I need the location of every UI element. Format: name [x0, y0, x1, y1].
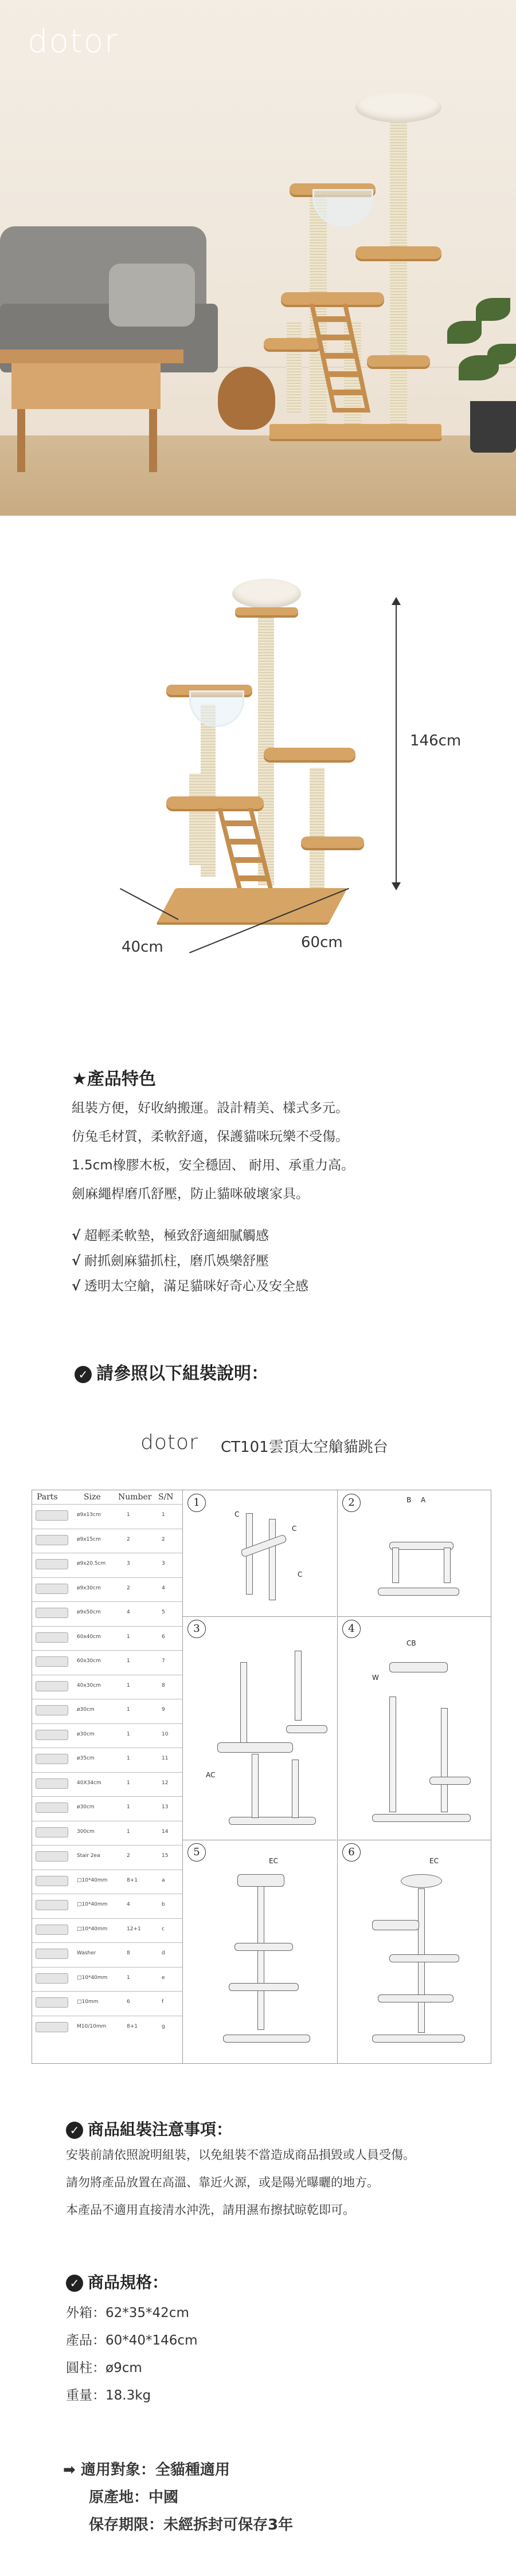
feature-line: 組裝方便，好收納搬運。設計精美、樣式多元。 — [72, 1101, 349, 1116]
cell-sn: 11 — [162, 1756, 169, 1761]
diagram-post — [292, 1760, 299, 1818]
part-thumbnail — [36, 1876, 68, 1886]
diagram-post — [389, 1697, 396, 1812]
cell-sn: a — [162, 1877, 165, 1883]
diagram-platform — [166, 796, 264, 809]
cell-sn: f — [162, 1999, 164, 2005]
feature-line: 1.5cm橡膠木板，安全穩固、 耐用、承重力高。 — [72, 1158, 354, 1173]
cell-sn: 5 — [162, 1609, 165, 1615]
cell-size: ø9x50cm — [77, 1609, 101, 1615]
instruction-sheet — [32, 1490, 491, 2064]
diagram-base — [229, 1817, 316, 1825]
table-row — [32, 1870, 182, 1895]
cell-sn: 15 — [162, 1853, 169, 1859]
feature-line: 劍麻繩桿磨爪舒壓，防止貓咪破壞家具。 — [72, 1187, 309, 1201]
part-thumbnail — [36, 1827, 68, 1837]
table-row — [32, 1675, 182, 1700]
table-leg — [149, 409, 157, 472]
table-row — [32, 1796, 182, 1821]
part-thumbnail — [36, 1632, 68, 1643]
diagram-platform — [234, 1943, 293, 1951]
floor — [0, 435, 516, 516]
cell-size: ø30cm — [77, 1731, 95, 1737]
usage-line: 保存期限：未經拆封可保存3年 — [89, 2516, 294, 2534]
diagram-post — [310, 768, 325, 888]
cell-size: Washer — [77, 1950, 96, 1956]
cell-sn: 7 — [162, 1658, 165, 1664]
part-thumbnail — [36, 1656, 68, 1667]
diagram-platform — [301, 837, 364, 848]
cell-size: □10*40mm — [77, 1902, 108, 1907]
cell-size: ø35cm — [77, 1756, 95, 1761]
cell-size: 60x30cm — [77, 1658, 101, 1664]
diagram-capsule — [372, 1920, 419, 1930]
cell-size: ø9x15cm — [77, 1536, 101, 1542]
cell-size: □10*40mm — [77, 1877, 108, 1883]
step-panel — [182, 1616, 337, 1840]
spec-line: 重量：18.3kg — [66, 2388, 151, 2403]
spec-line: 圓柱：ø9cm — [66, 2361, 142, 2375]
part-thumbnail — [36, 1559, 68, 1569]
plant-leaf — [447, 321, 482, 344]
assembly-heading: ✓ 請參照以下組裝說明： — [75, 1359, 268, 1384]
diagram-platform — [264, 748, 355, 760]
diagram-post — [295, 1651, 302, 1721]
cell-num: 1 — [127, 1780, 130, 1786]
callout-label: B — [406, 1496, 412, 1504]
width-label: 60cm — [301, 934, 343, 951]
part-thumbnail — [36, 1608, 68, 1618]
arrow-up-icon — [392, 597, 401, 605]
diagram-post — [257, 1880, 264, 2030]
check-item: √ 耐抓劍麻貓抓柱，磨爪娛樂舒壓 — [72, 1254, 269, 1269]
callout-label: EC — [269, 1857, 278, 1865]
diagram-platform — [378, 1994, 454, 2002]
table-row — [32, 1529, 182, 1554]
diagram-platform — [237, 1874, 284, 1887]
diagram-post — [240, 1662, 247, 1743]
cell-num: 4 — [127, 1902, 130, 1907]
platform — [367, 355, 430, 367]
callout-label: AC — [206, 1771, 216, 1779]
table-row — [32, 1699, 182, 1724]
diagram-post — [269, 1519, 276, 1600]
brand-logo: dotor — [28, 23, 119, 60]
height-label: 146cm — [410, 732, 462, 749]
sisal-post — [390, 103, 407, 424]
part-thumbnail — [36, 1925, 68, 1935]
platform — [264, 338, 321, 350]
hero-photo — [0, 0, 516, 516]
cell-num: 4 — [127, 1609, 130, 1615]
table-row — [32, 1601, 182, 1627]
number-header: Number — [118, 1493, 152, 1502]
platform — [355, 246, 441, 259]
specs-title: ✓ 商品規格： — [66, 2270, 168, 2293]
cell-sn: 2 — [162, 1536, 165, 1542]
cell-num: 1 — [127, 1512, 130, 1518]
sofa-cushion — [109, 264, 195, 327]
cell-sn: d — [162, 1950, 165, 1956]
cell-sn: c — [162, 1926, 165, 1932]
arrow-down-icon — [392, 882, 401, 890]
cell-sn: 9 — [162, 1707, 165, 1713]
table-row — [32, 1553, 182, 1578]
parts-header: Parts — [37, 1493, 58, 1502]
depth-label: 40cm — [122, 938, 163, 956]
cell-sn: 14 — [162, 1828, 169, 1835]
diagram-base — [372, 1814, 471, 1822]
spec-line: 外箱：62*35*42cm — [66, 2306, 189, 2320]
platform — [281, 292, 384, 305]
height-line — [396, 602, 397, 885]
table-row — [32, 1967, 182, 1992]
plant-leaf — [476, 298, 510, 321]
table-row — [32, 1577, 182, 1603]
part-thumbnail — [36, 1851, 68, 1862]
table-row — [32, 1626, 182, 1651]
usage-line: 原產地：中國 — [89, 2489, 179, 2506]
cell-num: 1 — [127, 1804, 130, 1810]
step-number: 4 — [342, 1620, 361, 1638]
cell-sn: g — [162, 2023, 165, 2029]
check-circle-icon: ✓ — [66, 2122, 83, 2139]
callout-label: EC — [429, 1857, 439, 1865]
note-line: 安裝前請依照說明組裝，以免組裝不當造成商品損毀或人員受傷。 — [66, 2148, 415, 2162]
part-thumbnail — [36, 1803, 68, 1813]
callout-label: C — [298, 1570, 303, 1578]
cell-num: 2 — [127, 1585, 130, 1591]
diagram-platform — [389, 1662, 448, 1672]
features-title: ★產品特色 — [72, 1069, 156, 1089]
step-number: 5 — [187, 1843, 206, 1862]
cell-sn: 13 — [162, 1804, 169, 1810]
cell-sn: b — [162, 1902, 165, 1907]
table-row — [32, 1821, 182, 1846]
cell-num: 8+1 — [127, 2023, 138, 2029]
diagram-base — [223, 2035, 310, 2043]
callout-label: W — [372, 1674, 379, 1682]
note-line: 本產品不適用直接清水沖洗，請用濕布擦拭晾乾即可。 — [66, 2203, 355, 2217]
table-row — [32, 1894, 182, 1919]
check-circle-icon: ✓ — [66, 2275, 83, 2292]
table-row — [32, 1772, 182, 1797]
callout-label: CB — [406, 1639, 416, 1647]
sn-header: S/N — [158, 1493, 174, 1502]
cell-num: 6 — [127, 1999, 130, 2005]
cell-num: 2 — [127, 1536, 130, 1542]
cell-size: ø9x30cm — [77, 1585, 101, 1591]
callout-label: C — [234, 1510, 240, 1518]
parts-table — [32, 1490, 183, 2063]
step-panel — [337, 1840, 491, 2063]
cell-size: 40x30cm — [77, 1682, 101, 1688]
sisal-post — [287, 321, 302, 413]
cell-sn: 8 — [162, 1682, 165, 1688]
cell-num: 3 — [127, 1561, 130, 1566]
cell-num: 1 — [127, 1974, 130, 1981]
table-row — [32, 1991, 182, 2016]
coffee-table-body — [11, 363, 161, 409]
cell-sn: 3 — [162, 1561, 165, 1566]
part-thumbnail — [36, 1949, 68, 1959]
diagram-post — [392, 1548, 399, 1583]
table-row — [32, 1723, 182, 1749]
size-header: Size — [84, 1493, 101, 1502]
cell-num: 1 — [127, 1828, 130, 1835]
step-number: 3 — [187, 1620, 206, 1638]
diagram-post — [189, 773, 202, 865]
feature-line: 仿兔毛材質，柔軟舒適，保護貓咪玩樂不受傷。 — [72, 1129, 349, 1144]
check-item: √ 超輕柔軟墊，極致舒適細膩觸感 — [72, 1228, 269, 1243]
part-thumbnail — [36, 1681, 68, 1691]
cell-num: 8+1 — [127, 1877, 138, 1883]
cell-size: 60x40cm — [77, 1633, 101, 1640]
part-thumbnail — [36, 1584, 68, 1594]
table-row — [32, 1504, 182, 1529]
cell-size: ø30cm — [77, 1804, 95, 1810]
table-row — [32, 1845, 182, 1870]
cell-size: □10mm — [77, 1999, 99, 2005]
cell-size: ø9x20.5cm — [77, 1561, 106, 1566]
note-line: 請勿將產品放置在高溫、靠近火源，或是陽光曝曬的地方。 — [66, 2176, 379, 2189]
cell-size: □10*40mm — [77, 1926, 108, 1932]
diagram-base — [157, 888, 347, 922]
part-thumbnail — [36, 2022, 68, 2032]
diagram-platform — [378, 1588, 459, 1596]
part-thumbnail — [36, 1754, 68, 1764]
diagram-bed — [401, 1874, 442, 1888]
cell-sn: 6 — [162, 1633, 165, 1640]
plush-bed — [355, 92, 441, 123]
cell-num: 1 — [127, 1682, 130, 1688]
part-thumbnail — [36, 1705, 68, 1715]
diagram-post — [252, 1754, 259, 1818]
table-row — [32, 1918, 182, 1943]
part-thumbnail — [36, 1997, 68, 2008]
cell-num: 1 — [127, 1658, 130, 1664]
check-icon: √ — [72, 1254, 81, 1269]
diagram-platform — [217, 1742, 293, 1753]
step-panel — [182, 1840, 337, 2063]
check-icon: √ — [72, 1228, 81, 1243]
step-panel — [182, 1490, 337, 1617]
notes-title: ✓ 商品組裝注意事項： — [66, 2117, 232, 2140]
part-thumbnail — [36, 1535, 68, 1545]
diagram-platform — [389, 1954, 459, 1962]
cell-num: 2 — [127, 1853, 130, 1859]
base-board — [269, 424, 441, 439]
part-thumbnail — [36, 1973, 68, 1984]
cell-num: 1 — [127, 1731, 130, 1737]
plant-pot — [470, 401, 516, 453]
cell-num: 1 — [127, 1756, 130, 1761]
step-panel — [337, 1616, 491, 1840]
cat — [218, 367, 275, 430]
cell-num: 1 — [127, 1633, 130, 1640]
cell-num: 1 — [127, 1707, 130, 1713]
cell-size: ø9x13cm — [77, 1512, 101, 1518]
cell-size: □10*40mm — [77, 1974, 108, 1981]
diagram-platform — [235, 607, 298, 615]
table-row — [32, 1942, 182, 1968]
sheet-title-text: CT101雲頂太空艙貓跳台 — [221, 1439, 388, 1456]
check-circle-icon: ✓ — [75, 1366, 92, 1383]
step-panel — [337, 1490, 491, 1617]
plant-leaf — [487, 344, 516, 364]
cell-sn: e — [162, 1974, 165, 1981]
brand-logo: dotor — [140, 1431, 198, 1454]
table-row — [32, 1650, 182, 1675]
diagram-capsule — [189, 690, 244, 727]
part-thumbnail — [36, 1730, 68, 1740]
cell-sn: 12 — [162, 1780, 169, 1786]
cell-size: Stair 2ea — [77, 1853, 100, 1859]
cell-size: 300cm — [77, 1828, 95, 1835]
dimension-diagram — [0, 516, 516, 1020]
cell-sn: 4 — [162, 1585, 165, 1591]
check-icon: √ — [72, 1279, 81, 1294]
diagram-platform — [229, 1983, 299, 1991]
check-item: √ 透明太空艙，滿足貓咪好奇心及安全感 — [72, 1279, 308, 1294]
diagram-base — [372, 2035, 465, 2043]
cell-size: 40X34cm — [77, 1780, 101, 1786]
sheet-title — [140, 1431, 427, 1464]
diagram-bed — [232, 579, 301, 608]
callout-label: C — [292, 1525, 297, 1533]
cell-size: M10/10mm — [77, 2023, 107, 2029]
diagram-post — [444, 1548, 451, 1583]
step-number: 2 — [342, 1494, 361, 1512]
callout-label: A — [421, 1496, 426, 1504]
cell-size: ø30cm — [77, 1707, 95, 1713]
coffee-table — [0, 350, 183, 363]
arrow-right-icon: ➡ — [63, 2461, 81, 2479]
table-row — [32, 1748, 182, 1773]
diagram-post — [201, 705, 216, 877]
cell-num: 12+1 — [127, 1926, 141, 1932]
diagram-post — [441, 1708, 448, 1812]
part-thumbnail — [36, 1900, 68, 1910]
part-thumbnail — [36, 1778, 68, 1789]
part-thumbnail — [36, 1510, 68, 1521]
cell-num: 8 — [127, 1950, 130, 1956]
table-leg — [17, 409, 25, 472]
star-icon: ★ — [72, 1069, 87, 1089]
usage-line: ➡ 適用對象：全貓種適用 — [63, 2461, 230, 2479]
step-number: 1 — [187, 1494, 206, 1512]
diagram-platform — [286, 1725, 327, 1733]
cell-sn: 1 — [162, 1512, 165, 1518]
step-number: 6 — [342, 1843, 361, 1862]
table-row — [32, 2016, 182, 2041]
spec-line: 產品：60*40*146cm — [66, 2333, 198, 2348]
cell-sn: 10 — [162, 1731, 169, 1737]
diagram-platform — [429, 1777, 471, 1785]
